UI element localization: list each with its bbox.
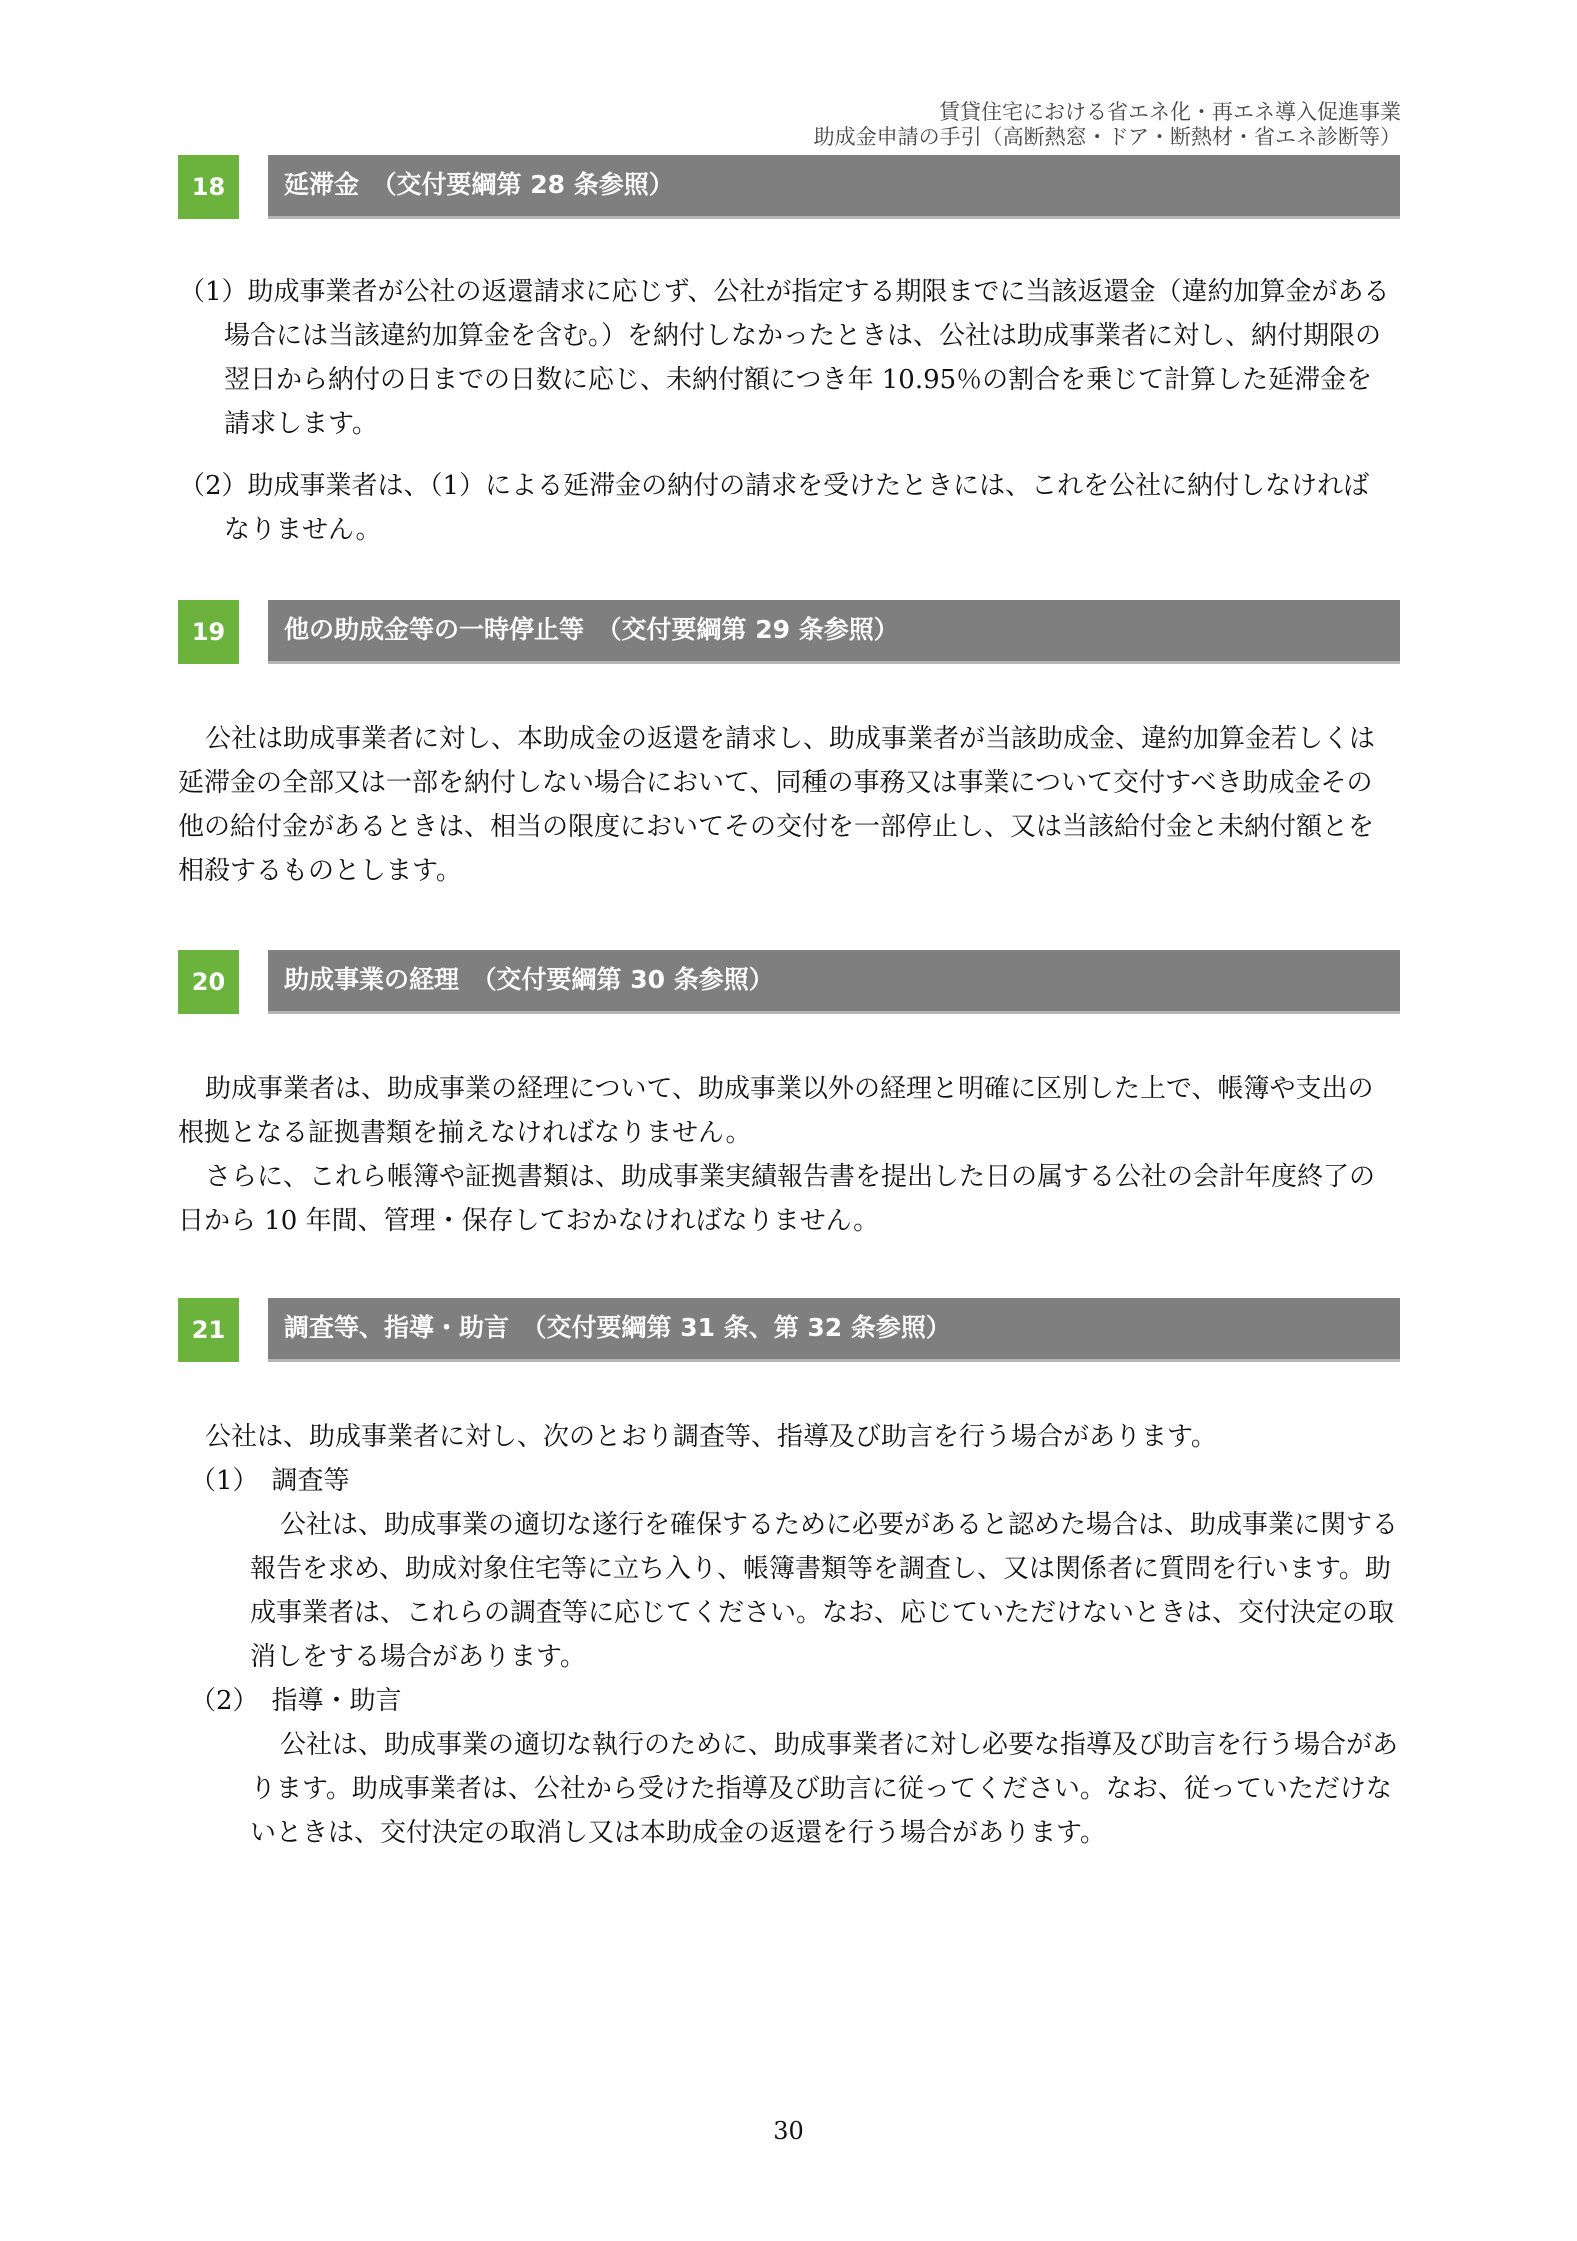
section-19-heading <box>178 600 1400 664</box>
section-21-item-1-text: 公社は、助成事業の適切な遂行を確保するために必要があると認めた場合は、助成事業に関する報告を求め、助成対象住宅等に立ち入り、帳簿書類等を調査し、又は関係者に質問を行います。助成事業者は、これらの調査等に応じてください。なお、応じていただけないときは、交付決定の取消しをする場合があります。 <box>250 1510 1399 1672</box>
section-number: 18 <box>178 155 239 219</box>
section-20-heading <box>178 950 1400 1014</box>
section-20-body-1: 助成事業者は、助成事業の経理について、助成事業以外の経理と明確に区別した上で、帳簿や支出の根拠となる証拠書類を揃えなければなりません。 <box>178 1074 1374 1148</box>
section-18-heading <box>178 155 1400 219</box>
header-subtitle: 助成金申請の手引（高断熱窓・ドア・断熱材・省エネ診断等） <box>813 125 1401 149</box>
header-title: 賃貸住宅における省エネ化・再エネ導入促進事業 <box>939 100 1401 124</box>
section-number: 21 <box>178 1298 239 1362</box>
section-21-item-2-text: 公社は、助成事業の適切な執行のために、助成事業者に対し必要な指導及び助言を行う場合があります。助成事業者は、公社から受けた指導及び助言に従ってください。なお、従っていただけないときは、交付決定の取消し又は本助成金の返還を行う場合があります。 <box>250 1730 1399 1848</box>
section-21-item-2-label: （2） 指導・助言 <box>190 1686 402 1716</box>
section-number: 20 <box>178 950 239 1014</box>
document-header <box>814 100 1401 150</box>
section-title: 調査等、指導・助言 （交付要綱第 31 条、第 32 条参照） <box>268 1298 1400 1362</box>
section-20-body-2: さらに、これら帳簿や証拠書類は、助成事業実績報告書を提出した日の属する公社の会計年度終了の日から 10 年間、管理・保存しておかなければなりません。 <box>178 1162 1376 1236</box>
section-title: 助成事業の経理 （交付要綱第 30 条参照） <box>268 950 1400 1014</box>
section-number: 19 <box>178 600 239 664</box>
section-19-body: 公社は助成事業者に対し、本助成金の返還を請求し、助成事業者が当該助成金、違約加算金若しくは延滞金の全部又は一部を納付しない場合において、同種の事務又は事業について交付すべき助成金その他の給付金があるときは、相当の限度においてその交付を一部停止し、又は当該給付金と未納付額とを相殺するものとします。 <box>178 724 1376 886</box>
section-21-item-1-label: （1） 調査等 <box>190 1466 350 1496</box>
section-21-intro: 公社は、助成事業者に対し、次のとおり調査等、指導及び助言を行う場合があります。 <box>205 1422 1217 1452</box>
section-18-item-1: （1）助成事業者が公社の返還請求に応じず、公社が指定する期限までに当該返還金（違約加算金がある場合には当該違約加算金を含む。）を納付しなかったときは、公社は助成事業者に対し、納付期限の翌日から納付の日までの日数に応じ、未納付額につき年 10.95％の割合を乗じて計算した延滞金を請求します。 <box>179 277 1390 439</box>
section-21-heading <box>178 1298 1400 1362</box>
section-title: 延滞金 （交付要綱第 28 条参照） <box>268 155 1400 219</box>
section-title: 他の助成金等の一時停止等 （交付要綱第 29 条参照） <box>268 600 1400 664</box>
page-number: 30 <box>773 2117 804 2145</box>
section-18-item-2: （2）助成事業者は、（1）による延滞金の納付の請求を受けたときには、これを公社に納付しなければなりません。 <box>179 471 1370 545</box>
